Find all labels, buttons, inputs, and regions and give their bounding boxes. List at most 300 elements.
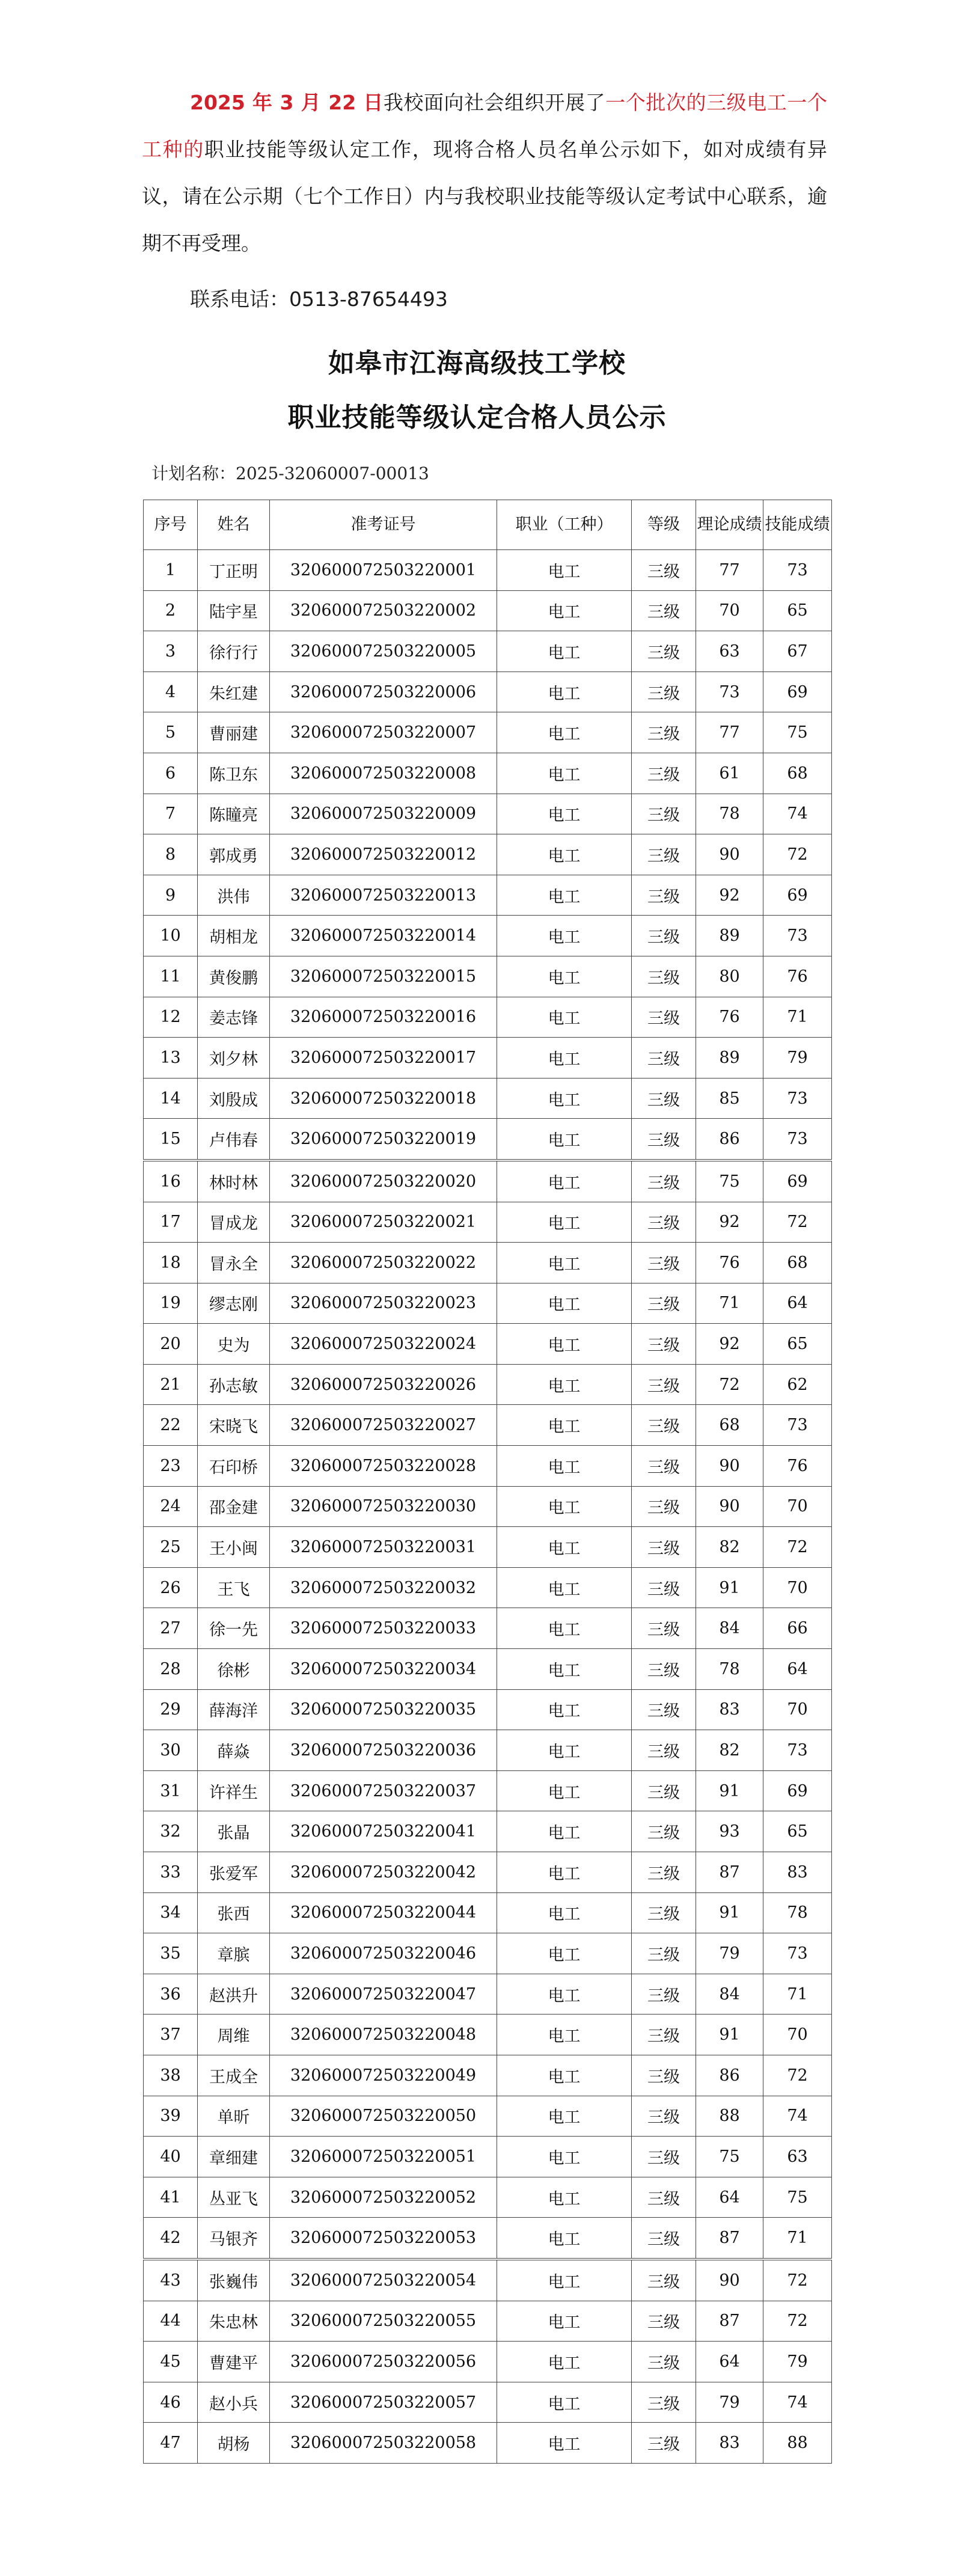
cell-level: 三级 xyxy=(632,2015,696,2055)
cell-level: 三级 xyxy=(632,2342,696,2382)
document-title: 职业技能等级认定合格人员公示 xyxy=(287,402,667,433)
cell-skill: 69 xyxy=(763,1160,832,1202)
cell-skill: 69 xyxy=(763,875,832,916)
cell-name: 刘夕林 xyxy=(198,1038,270,1078)
cell-job: 电工 xyxy=(497,1405,632,1446)
cell-ticket: 320600072503220031 xyxy=(270,1527,497,1568)
cell-theory: 92 xyxy=(696,1324,763,1365)
cell-index: 2 xyxy=(144,590,198,631)
cell-job: 电工 xyxy=(497,2055,632,2096)
cell-job: 电工 xyxy=(497,2177,632,2218)
table-row xyxy=(144,997,832,1038)
cell-index: 12 xyxy=(144,997,198,1038)
cell-skill: 74 xyxy=(763,2096,832,2137)
cell-skill: 72 xyxy=(763,2301,832,2342)
cell-index: 20 xyxy=(144,1324,198,1365)
cell-theory: 87 xyxy=(696,2301,763,2342)
cell-name: 陆宇星 xyxy=(198,590,270,631)
cell-index: 5 xyxy=(144,712,198,753)
cell-level: 三级 xyxy=(632,916,696,956)
table-row xyxy=(144,2423,832,2464)
cell-index: 27 xyxy=(144,1608,198,1649)
cell-name: 史为 xyxy=(198,1324,270,1365)
cell-ticket: 320600072503220046 xyxy=(270,1933,497,1974)
cell-index: 46 xyxy=(144,2382,198,2423)
cell-index: 9 xyxy=(144,875,198,916)
cell-theory: 83 xyxy=(696,1689,763,1730)
cell-ticket: 320600072503220033 xyxy=(270,1608,497,1649)
cell-skill: 72 xyxy=(763,2055,832,2096)
cell-job: 电工 xyxy=(497,1038,632,1078)
cell-skill: 65 xyxy=(763,1324,832,1365)
cell-theory: 93 xyxy=(696,1811,763,1852)
cell-name: 黄俊鹏 xyxy=(198,956,270,997)
cell-skill: 79 xyxy=(763,2342,832,2382)
cell-index: 11 xyxy=(144,956,198,997)
cell-name: 曹丽建 xyxy=(198,712,270,753)
cell-level: 三级 xyxy=(632,1364,696,1405)
table-row xyxy=(144,2259,832,2301)
cell-job: 电工 xyxy=(497,2423,632,2464)
intro-text-1: 我校面向社会组织开展了 xyxy=(383,91,606,114)
cell-job: 电工 xyxy=(497,1324,632,1365)
cell-index: 4 xyxy=(144,672,198,712)
cell-name: 张晶 xyxy=(198,1811,270,1852)
cell-job: 电工 xyxy=(497,1527,632,1568)
cell-level: 三级 xyxy=(632,1770,696,1811)
cell-index: 26 xyxy=(144,1567,198,1608)
cell-job: 电工 xyxy=(497,1608,632,1649)
cell-theory: 91 xyxy=(696,2015,763,2055)
cell-ticket: 320600072503220042 xyxy=(270,1852,497,1893)
cell-ticket: 320600072503220041 xyxy=(270,1811,497,1852)
cell-theory: 79 xyxy=(696,2382,763,2423)
cell-index: 16 xyxy=(144,1160,198,1202)
table-row xyxy=(144,2055,832,2096)
cell-theory: 75 xyxy=(696,1160,763,1202)
cell-ticket: 320600072503220035 xyxy=(270,1689,497,1730)
cell-ticket: 320600072503220019 xyxy=(270,1119,497,1160)
cell-name: 邵金建 xyxy=(198,1486,270,1527)
cell-level: 三级 xyxy=(632,1811,696,1852)
header-job: 职业（工种） xyxy=(497,500,632,550)
cell-index: 40 xyxy=(144,2137,198,2177)
cell-index: 29 xyxy=(144,1689,198,1730)
cell-ticket: 320600072503220012 xyxy=(270,834,497,875)
cell-skill: 72 xyxy=(763,1202,832,1243)
cell-theory: 84 xyxy=(696,1608,763,1649)
cell-skill: 70 xyxy=(763,1689,832,1730)
cell-theory: 88 xyxy=(696,2096,763,2137)
cell-ticket: 320600072503220049 xyxy=(270,2055,497,2096)
cell-job: 电工 xyxy=(497,794,632,834)
table-row xyxy=(144,1933,832,1974)
cell-index: 39 xyxy=(144,2096,198,2137)
table-row xyxy=(144,753,832,794)
cell-skill: 63 xyxy=(763,2137,832,2177)
cell-level: 三级 xyxy=(632,2096,696,2137)
cell-index: 31 xyxy=(144,1770,198,1811)
contact-line xyxy=(190,284,448,312)
cell-job: 电工 xyxy=(497,2218,632,2259)
cell-theory: 89 xyxy=(696,916,763,956)
cell-level: 三级 xyxy=(632,631,696,672)
cell-job: 电工 xyxy=(497,2382,632,2423)
cell-name: 周维 xyxy=(198,2015,270,2055)
table-row xyxy=(144,2096,832,2137)
cell-ticket: 320600072503220007 xyxy=(270,712,497,753)
cell-skill: 73 xyxy=(763,1933,832,1974)
cell-skill: 88 xyxy=(763,2423,832,2464)
table-row xyxy=(144,1160,832,1202)
cell-ticket: 320600072503220022 xyxy=(270,1243,497,1283)
cell-job: 电工 xyxy=(497,1119,632,1160)
table-row xyxy=(144,1527,832,1568)
cell-skill: 62 xyxy=(763,1364,832,1405)
cell-index: 18 xyxy=(144,1243,198,1283)
cell-ticket: 320600072503220001 xyxy=(270,550,497,591)
cell-level: 三级 xyxy=(632,1649,696,1690)
cell-name: 徐一先 xyxy=(198,1608,270,1649)
cell-job: 电工 xyxy=(497,2259,632,2301)
cell-level: 三级 xyxy=(632,1446,696,1487)
cell-job: 电工 xyxy=(497,1892,632,1933)
cell-job: 电工 xyxy=(497,1160,632,1202)
cell-job: 电工 xyxy=(497,1852,632,1893)
cell-theory: 90 xyxy=(696,1486,763,1527)
intro-date: 2025 年 3 月 22 日 xyxy=(190,91,384,114)
table-row xyxy=(144,712,832,753)
cell-level: 三级 xyxy=(632,834,696,875)
cell-ticket: 320600072503220009 xyxy=(270,794,497,834)
cell-name: 章细建 xyxy=(198,2137,270,2177)
cell-ticket: 320600072503220028 xyxy=(270,1446,497,1487)
cell-index: 25 xyxy=(144,1527,198,1568)
header-skill: 技能成绩 xyxy=(763,500,832,550)
cell-skill: 73 xyxy=(763,1078,832,1119)
table-row xyxy=(144,875,832,916)
cell-job: 电工 xyxy=(497,753,632,794)
cell-level: 三级 xyxy=(632,1324,696,1365)
table-row xyxy=(144,1202,832,1243)
contact-phone: 0513-87654493 xyxy=(289,287,448,311)
cell-index: 43 xyxy=(144,2259,198,2301)
cell-name: 张巍伟 xyxy=(198,2259,270,2301)
cell-theory: 83 xyxy=(696,2423,763,2464)
cell-skill: 72 xyxy=(763,834,832,875)
cell-skill: 76 xyxy=(763,956,832,997)
cell-skill: 69 xyxy=(763,672,832,712)
cell-skill: 74 xyxy=(763,794,832,834)
cell-skill: 64 xyxy=(763,1649,832,1690)
cell-job: 电工 xyxy=(497,875,632,916)
cell-skill: 75 xyxy=(763,712,832,753)
cell-level: 三级 xyxy=(632,2259,696,2301)
cell-ticket: 320600072503220030 xyxy=(270,1486,497,1527)
table-row xyxy=(144,834,832,875)
cell-index: 7 xyxy=(144,794,198,834)
cell-theory: 78 xyxy=(696,794,763,834)
cell-level: 三级 xyxy=(632,550,696,591)
cell-skill: 73 xyxy=(763,1405,832,1446)
cell-skill: 72 xyxy=(763,1527,832,1568)
cell-skill: 74 xyxy=(763,2382,832,2423)
header-name: 姓名 xyxy=(198,500,270,550)
header-level: 等级 xyxy=(632,500,696,550)
cell-level: 三级 xyxy=(632,590,696,631)
cell-index: 42 xyxy=(144,2218,198,2259)
cell-level: 三级 xyxy=(632,2218,696,2259)
cell-ticket: 320600072503220023 xyxy=(270,1283,497,1324)
table-body xyxy=(144,550,832,2464)
cell-theory: 64 xyxy=(696,2177,763,2218)
cell-level: 三级 xyxy=(632,1405,696,1446)
cell-index: 23 xyxy=(144,1446,198,1487)
cell-job: 电工 xyxy=(497,1446,632,1487)
cell-index: 3 xyxy=(144,631,198,672)
cell-job: 电工 xyxy=(497,1689,632,1730)
cell-theory: 79 xyxy=(696,1933,763,1974)
cell-theory: 77 xyxy=(696,550,763,591)
cell-ticket: 320600072503220053 xyxy=(270,2218,497,2259)
cell-level: 三级 xyxy=(632,712,696,753)
cell-index: 6 xyxy=(144,753,198,794)
cell-theory: 87 xyxy=(696,1852,763,1893)
cell-job: 电工 xyxy=(497,1283,632,1324)
cell-level: 三级 xyxy=(632,1078,696,1119)
contact-label: 联系电话： xyxy=(190,287,289,311)
cell-name: 马银齐 xyxy=(198,2218,270,2259)
table-row xyxy=(144,956,832,997)
table-row xyxy=(144,1608,832,1649)
cell-ticket: 320600072503220055 xyxy=(270,2301,497,2342)
results-table-wrapper xyxy=(143,500,831,2464)
plan-name xyxy=(151,460,429,485)
cell-skill: 83 xyxy=(763,1852,832,1893)
table-row xyxy=(144,2015,832,2055)
table-row xyxy=(144,1078,832,1119)
cell-job: 电工 xyxy=(497,2096,632,2137)
cell-level: 三级 xyxy=(632,1608,696,1649)
cell-job: 电工 xyxy=(497,2301,632,2342)
cell-job: 电工 xyxy=(497,916,632,956)
cell-level: 三级 xyxy=(632,1974,696,2015)
cell-index: 13 xyxy=(144,1038,198,1078)
cell-name: 王成全 xyxy=(198,2055,270,2096)
cell-index: 8 xyxy=(144,834,198,875)
cell-ticket: 320600072503220005 xyxy=(270,631,497,672)
results-table xyxy=(143,500,832,2464)
cell-job: 电工 xyxy=(497,1202,632,1243)
cell-level: 三级 xyxy=(632,2382,696,2423)
cell-job: 电工 xyxy=(497,1811,632,1852)
cell-skill: 73 xyxy=(763,550,832,591)
cell-level: 三级 xyxy=(632,956,696,997)
cell-index: 33 xyxy=(144,1852,198,1893)
cell-skill: 72 xyxy=(763,2259,832,2301)
cell-name: 陈瞳亮 xyxy=(198,794,270,834)
cell-skill: 67 xyxy=(763,631,832,672)
table-row xyxy=(144,1892,832,1933)
cell-ticket: 320600072503220037 xyxy=(270,1770,497,1811)
cell-job: 电工 xyxy=(497,550,632,591)
cell-name: 胡杨 xyxy=(198,2423,270,2464)
cell-name: 赵洪升 xyxy=(198,1974,270,2015)
cell-skill: 75 xyxy=(763,2177,832,2218)
table-row xyxy=(144,1446,832,1487)
cell-index: 15 xyxy=(144,1119,198,1160)
cell-job: 电工 xyxy=(497,2015,632,2055)
table-row xyxy=(144,1689,832,1730)
cell-theory: 82 xyxy=(696,1730,763,1771)
cell-index: 19 xyxy=(144,1283,198,1324)
intro-text-2: 职业技能等级认定工作，现将合格人员名单公示如下，如对成绩有异议，请在公示期（七个工作日）内与我校职业技能等级认定考试中心联系，逾期不再受理。 xyxy=(142,138,827,255)
cell-index: 34 xyxy=(144,1892,198,1933)
cell-theory: 91 xyxy=(696,1770,763,1811)
table-row xyxy=(144,1770,832,1811)
table-row xyxy=(144,1486,832,1527)
cell-name: 薛焱 xyxy=(198,1730,270,1771)
cell-ticket: 320600072503220058 xyxy=(270,2423,497,2464)
cell-job: 电工 xyxy=(497,997,632,1038)
cell-ticket: 320600072503220054 xyxy=(270,2259,497,2301)
cell-skill: 65 xyxy=(763,590,832,631)
cell-job: 电工 xyxy=(497,1486,632,1527)
cell-theory: 73 xyxy=(696,672,763,712)
table-row xyxy=(144,1324,832,1365)
cell-theory: 72 xyxy=(696,1364,763,1405)
cell-name: 张爱军 xyxy=(198,1852,270,1893)
cell-ticket: 320600072503220057 xyxy=(270,2382,497,2423)
cell-ticket: 320600072503220017 xyxy=(270,1038,497,1078)
cell-job: 电工 xyxy=(497,1567,632,1608)
table-row xyxy=(144,550,832,591)
cell-level: 三级 xyxy=(632,1283,696,1324)
cell-level: 三级 xyxy=(632,1202,696,1243)
cell-job: 电工 xyxy=(497,1649,632,1690)
table-row xyxy=(144,916,832,956)
cell-skill: 73 xyxy=(763,1730,832,1771)
cell-theory: 90 xyxy=(696,2259,763,2301)
cell-skill: 70 xyxy=(763,1567,832,1608)
cell-job: 电工 xyxy=(497,1364,632,1405)
table-row xyxy=(144,590,832,631)
cell-name: 宋晓飞 xyxy=(198,1405,270,1446)
cell-level: 三级 xyxy=(632,1160,696,1202)
cell-name: 薛海洋 xyxy=(198,1689,270,1730)
cell-ticket: 320600072503220016 xyxy=(270,997,497,1038)
table-row xyxy=(144,1974,832,2015)
cell-name: 丁正明 xyxy=(198,550,270,591)
cell-skill: 68 xyxy=(763,753,832,794)
cell-level: 三级 xyxy=(632,2137,696,2177)
cell-level: 三级 xyxy=(632,1730,696,1771)
cell-ticket: 320600072503220024 xyxy=(270,1324,497,1365)
table-row xyxy=(144,794,832,834)
cell-job: 电工 xyxy=(497,834,632,875)
cell-ticket: 320600072503220021 xyxy=(270,1202,497,1243)
cell-index: 1 xyxy=(144,550,198,591)
cell-index: 44 xyxy=(144,2301,198,2342)
cell-ticket: 320600072503220044 xyxy=(270,1892,497,1933)
cell-level: 三级 xyxy=(632,1567,696,1608)
cell-job: 电工 xyxy=(497,2342,632,2382)
cell-index: 28 xyxy=(144,1649,198,1690)
cell-skill: 68 xyxy=(763,1243,832,1283)
cell-job: 电工 xyxy=(497,1974,632,2015)
cell-job: 电工 xyxy=(497,1078,632,1119)
cell-theory: 80 xyxy=(696,956,763,997)
table-row xyxy=(144,2342,832,2382)
cell-name: 刘殷成 xyxy=(198,1078,270,1119)
cell-theory: 86 xyxy=(696,1119,763,1160)
cell-theory: 89 xyxy=(696,1038,763,1078)
cell-job: 电工 xyxy=(497,712,632,753)
table-row xyxy=(144,1038,832,1078)
cell-name: 曹建平 xyxy=(198,2342,270,2382)
cell-skill: 66 xyxy=(763,1608,832,1649)
cell-index: 21 xyxy=(144,1364,198,1405)
cell-index: 14 xyxy=(144,1078,198,1119)
cell-ticket: 320600072503220056 xyxy=(270,2342,497,2382)
cell-ticket: 320600072503220002 xyxy=(270,590,497,631)
cell-ticket: 320600072503220006 xyxy=(270,672,497,712)
table-row xyxy=(144,1405,832,1446)
cell-theory: 84 xyxy=(696,1974,763,2015)
cell-theory: 82 xyxy=(696,1527,763,1568)
cell-index: 30 xyxy=(144,1730,198,1771)
cell-ticket: 320600072503220047 xyxy=(270,1974,497,2015)
cell-level: 三级 xyxy=(632,2177,696,2218)
table-row xyxy=(144,2382,832,2423)
cell-job: 电工 xyxy=(497,1770,632,1811)
cell-skill: 73 xyxy=(763,916,832,956)
table-row xyxy=(144,1119,832,1160)
header-ticket: 准考证号 xyxy=(270,500,497,550)
cell-name: 章膑 xyxy=(198,1933,270,1974)
cell-ticket: 320600072503220032 xyxy=(270,1567,497,1608)
cell-name: 冒永全 xyxy=(198,1243,270,1283)
cell-theory: 90 xyxy=(696,1446,763,1487)
intro-paragraph xyxy=(142,79,827,267)
cell-name: 胡相龙 xyxy=(198,916,270,956)
plan-value: 2025-32060007-00013 xyxy=(236,463,429,483)
cell-name: 洪伟 xyxy=(198,875,270,916)
cell-name: 许祥生 xyxy=(198,1770,270,1811)
cell-job: 电工 xyxy=(497,956,632,997)
cell-name: 王飞 xyxy=(198,1567,270,1608)
cell-level: 三级 xyxy=(632,672,696,712)
cell-theory: 71 xyxy=(696,1283,763,1324)
cell-job: 电工 xyxy=(497,672,632,712)
cell-name: 林时林 xyxy=(198,1160,270,1202)
cell-name: 姜志锋 xyxy=(198,997,270,1038)
cell-skill: 78 xyxy=(763,1892,832,1933)
cell-ticket: 320600072503220027 xyxy=(270,1405,497,1446)
cell-name: 陈卫东 xyxy=(198,753,270,794)
plan-label: 计划名称： xyxy=(151,463,236,483)
table-row xyxy=(144,1567,832,1608)
table-row xyxy=(144,1852,832,1893)
cell-index: 22 xyxy=(144,1405,198,1446)
cell-name: 单昕 xyxy=(198,2096,270,2137)
cell-name: 卢伟春 xyxy=(198,1119,270,1160)
cell-ticket: 320600072503220018 xyxy=(270,1078,497,1119)
cell-name: 郭成勇 xyxy=(198,834,270,875)
cell-level: 三级 xyxy=(632,1486,696,1527)
cell-ticket: 320600072503220051 xyxy=(270,2137,497,2177)
cell-skill: 64 xyxy=(763,1283,832,1324)
